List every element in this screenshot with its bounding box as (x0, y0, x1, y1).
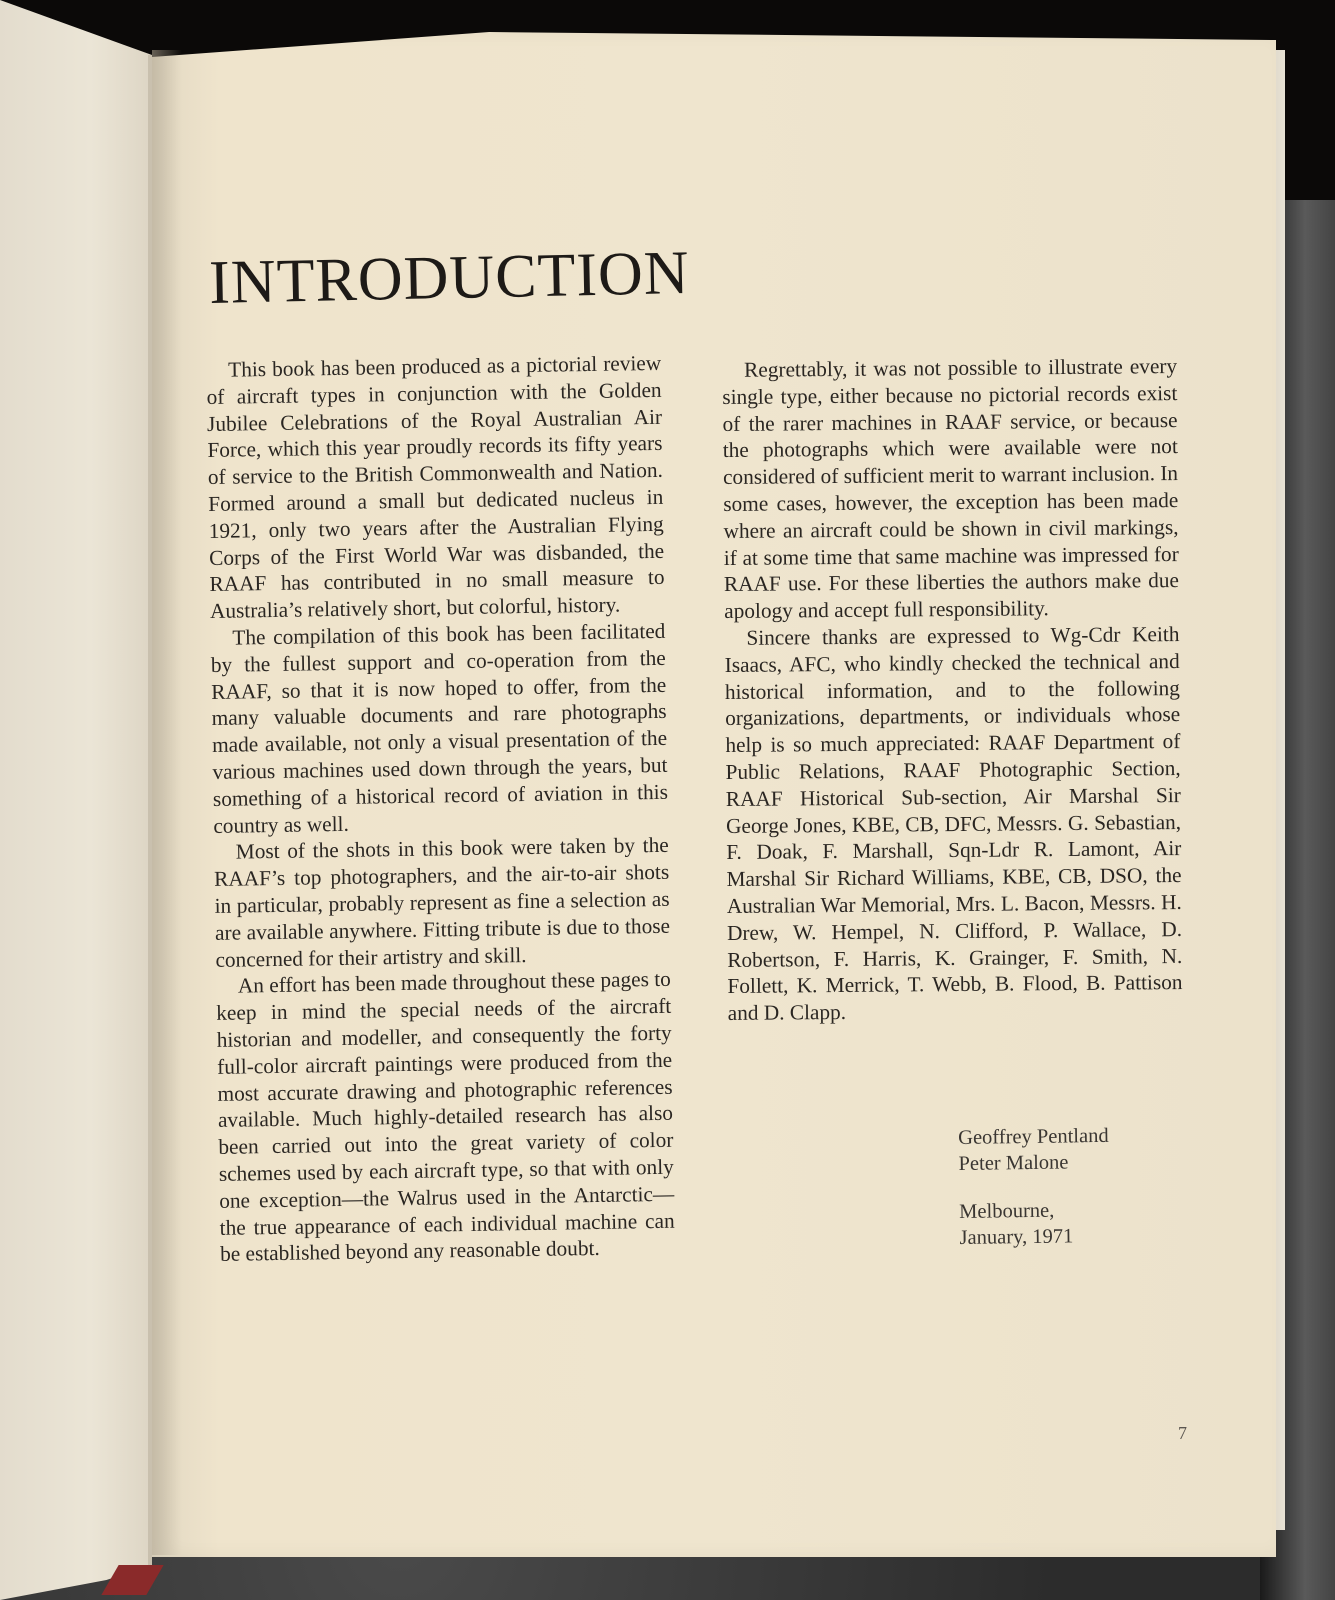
author-name: Geoffrey Pentland (958, 1124, 1109, 1149)
text-column-left (206, 350, 675, 1268)
place-date (959, 1197, 1110, 1251)
author-name: Peter Malone (958, 1151, 1069, 1175)
paragraph: An effort has been made throughout these pages to keep in mind the special needs of the aircraft historian and modeller, and consequently the forty full-color aircraft paintings were produced from the most accurate drawing and photographic references available. Much highly-detailed research has also been carried out into the great variety of color schemes used by each aircraft type, so that with only one exception—the Walrus used in the Antarctic—the true appearance of each individual machine can be established beyond any reasonable doubt. (216, 967, 675, 1267)
date: January, 1971 (959, 1225, 1074, 1249)
paragraph: Sincere thanks are expressed to Wg-Cdr Keith Isaacs, AFC, who kindly checked the technical and historical information, and to the following organizations, departments, or individuals whose help is so much appreciated: RAAF Department of Public Relations, RAAF Photographic Section, RAAF Historical Sub-section, Air Marshal Sir George Jones, KBE, CB, DFC, Messrs. G. Sebastian, F. Doak, F. Marshall, Sqn-Ldr R. Lamont, Air Marshal Sir Richard Williams, KBE, CB, DSO, the Australian War Memorial, Mrs. L. Bacon, Messrs. H. Drew, W. Hempel, N. Clifford, P. Wallace, D. Robertson, F. Harris, K. Grainger, F. Smith, N. Follett, K. Merrick, T. Webb, B. Flood, B. Pattison and D. Clapp. (724, 621, 1183, 1026)
place: Melbourne, (959, 1199, 1055, 1223)
page-title: INTRODUCTION (208, 238, 691, 318)
paragraph: Most of the shots in this book were taken by the RAAF’s top photographers, and the air-to-air shots in particular, probably represent as fine a selection as are available anywhere. Fitting tribute is due to those concerned for their artistry and skill. (214, 833, 671, 972)
signature-block (958, 1123, 1111, 1273)
paragraph: The compilation of this book has been facilitated by the fullest support and co-operation from the RAAF, so that it is now hoped to offer, from the many valuable documents and rare photographs made available, not only a visual presentation of the various machines used down through the years, but something of a historical record of aviation in this country as well. (210, 618, 669, 838)
page-number: 7 (1178, 1423, 1187, 1443)
authors (958, 1123, 1109, 1177)
gutter-shadow (152, 50, 182, 1555)
paragraph: Regrettably, it was not possible to illustrate every single type, either because no pictorial records exist of the rarer machines in RAAF service, or because the photographs which were available were not considered of sufficient merit to warrant inclusion. In some cases, however, the exception has been made where an aircraft could be shown in civil markings, if at some time that same machine was impressed for RAAF use. For these liberties the authors make due apology and accept full responsibility. (722, 354, 1180, 624)
paragraph: This book has been produced as a pictorial review of aircraft types in conjunction with the Golden Jubilee Celebrations of the Royal Australian Air Force, which this year proudly records its fifty years of service to the British Commonwealth and Nation. Formed around a small but dedicated nucleus in 1921, only two years after the Australian Flying Corps of the First World War was disbanded, the RAAF has contributed in no small measure to Australia’s relatively short, but colorful, history. (206, 350, 665, 624)
left-page (0, 0, 152, 1600)
text-column-right (722, 353, 1183, 1027)
